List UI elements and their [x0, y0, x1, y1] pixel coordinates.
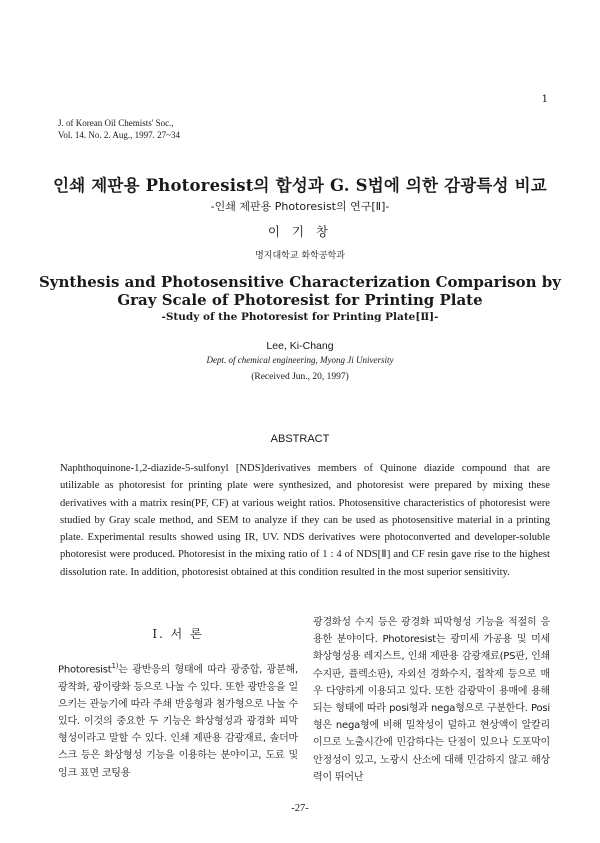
english-title-line-1: Synthesis and Photosensitive Characterization Comparison by [38, 273, 562, 291]
korean-title: 인쇄 제판용 Photoresist의 합성과 G. S법에 의한 감광특성 비교 [53, 176, 547, 195]
english-title-line-2: Gray Scale of Photoresist for Printing Plate [117, 291, 483, 309]
section-heading-introduction: I. 서 론 [152, 627, 204, 641]
photoresist-term: Photoresist [58, 664, 112, 676]
received-date: (Received Jun., 20, 1997) [251, 372, 349, 382]
journal-citation [58, 117, 180, 141]
english-subtitle: -Study of the Photoresist for Printing Plate[Ⅱ]- [161, 311, 439, 323]
journal-line-1: J. of Korean Oil Chemists' Soc., [58, 118, 174, 128]
abstract-body: Naphthoquinone-1,2-diazide-5-sulfonyl [NDS]derivatives members of Quinone diazide compound that are utilizable as photoresist for printing plate were synthesized, and photoresist were prepared by mixing these derivatives with a matrix resin(PF, CF) at various weight ratios. Photosensitive characteristics of photoresist were studied by Gray scale method, and SEM to analyze if they can be used as photosensitive material in a printing plate. Experimental results showed using IR, UV. NDS derivatives were photoconverted and developer-soluble photoresist were produced. Photoresist in the mixing ratio of 1 : 4 of NDS[Ⅱ] and CF resin gave rise to the highest dissolution rate. In addition, photoresist obtained at this condition resulted in the most superior sensitivity. [60, 463, 550, 578]
body-left-text: 는 광반응의 형태에 따라 광중합, 광분해, 광착화, 광이량화 등으로 나눌 수 있다. 또한 광반응을 일으키는 관능기에 따라 주쇄 반응형과 첨가형으로 나눌 수 있다. 이것의 중요한 두 기능은 화상형성과 광경화 피막형성이라고 말할 수 있다. 인쇄 제판용 감광재료, 솔더마스크 등은 화상형성 기능을 이용하는 분야이고, 도료 및 잉크 표면 코팅용 [58, 664, 298, 779]
body-column-right: 광경화성 수지 등은 광경화 피막형성 기능을 적절히 응용한 분야이다. Photoresist는 광미세 가공용 및 미세 화상형성용 레지스트, 인쇄 제판용 감광재료(PS판, 인쇄수지판, 플렉소판), 자외선 경화수지, 접착제 등으로 매우 다양하게 이용되고 있다. 또한 감광막이 용매에 용해되는 형태에 따라 posi형과 nega형으로 구분한다. Posi형은 nega형에 비해 밀착성이 덜하고 현상액이 알칼리이므로 노출시간에 민감하다는 단점이 있으나 도포막이 안정성이 있고, 노광시 산소에 대해 민감하지 않고 해상력이 뛰어난 [313, 617, 550, 783]
abstract-heading: ABSTRACT [270, 433, 330, 445]
body-column-left [58, 658, 298, 782]
footer-page-number: -27- [291, 803, 309, 814]
english-author: Lee, Ki-Chang [266, 340, 334, 352]
korean-subtitle: -인쇄 제판용 Photoresist의 연구[Ⅱ]- [210, 200, 390, 213]
english-affiliation: Dept. of chemical engineering, Myong Ji University [206, 355, 394, 365]
english-title [0, 273, 600, 309]
korean-affiliation: 명지대학교 화학공학과 [255, 251, 345, 261]
korean-author: 이 기 창 [267, 224, 333, 239]
page-number: 1 [541, 94, 548, 105]
journal-line-2: Vol. 14. No. 2. Aug., 1997. 27~34 [58, 130, 180, 140]
reference-superscript: 1) [111, 662, 119, 670]
